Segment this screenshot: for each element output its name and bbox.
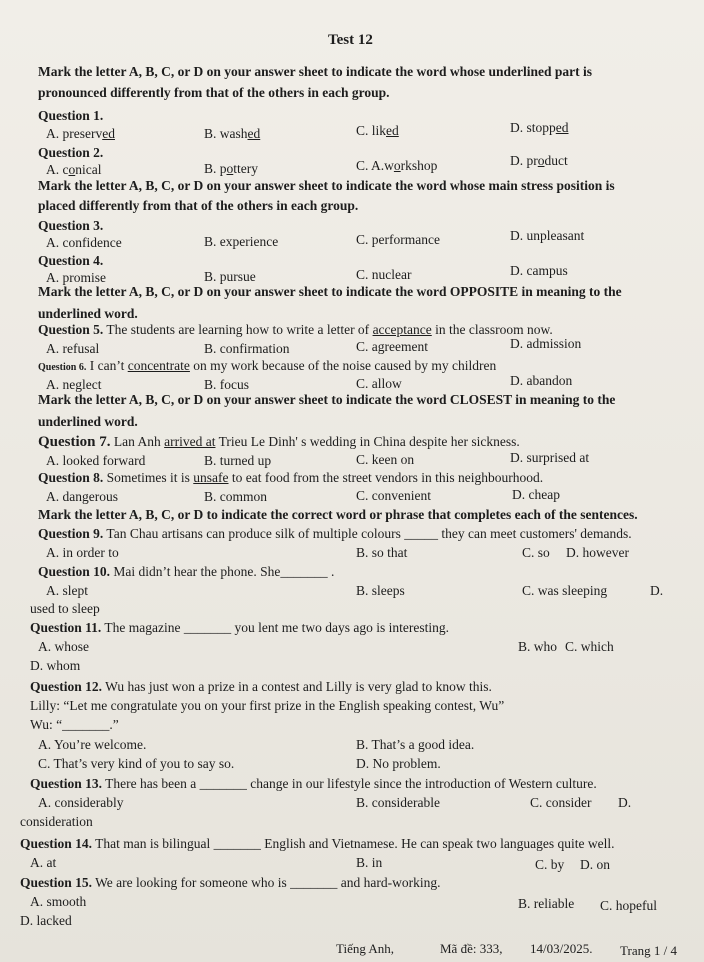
question-label: Question 1. [38,108,104,123]
question-label: Question 3. [38,218,104,233]
option-b: B. common [204,489,267,504]
option-c: C. liked [356,123,399,138]
question-12: Question 12. Wu has just won a prize in a contest and Lilly is very glad to know this. [30,679,492,694]
instruction-closest-cont: underlined word. [38,414,138,429]
option-d: D. No problem. [356,756,441,771]
dialogue-wu: Wu: “_______.” [30,717,119,732]
dialogue-lilly: Lilly: “Let me congratulate you on your first prize in the English speaking contest, Wu” [30,698,505,713]
footer-subject: Tiếng Anh, [336,941,395,956]
option-a: A. preserved [46,126,115,141]
option-d-continued: consideration [20,814,93,829]
option-c: C. so [522,545,550,560]
option-c: C. performance [356,232,440,247]
option-b: B. so that [356,545,408,560]
option-d: D. [650,583,664,598]
option-a: A. You’re welcome. [38,737,147,752]
option-a: A. promise [46,270,106,285]
option-d: D. admission [510,336,582,351]
option-a: A. confidence [46,235,122,250]
option-d: D. [618,795,632,810]
option-c: C. which [565,639,614,654]
option-b: B. reliable [518,896,575,911]
instruction-stress: Mark the letter A, B, C, or D on your answer sheet to indicate the word whose main stress position is [38,178,615,193]
option-c: C. hopeful [600,898,657,913]
option-d: D. surprised at [510,450,590,465]
option-a: A. dangerous [46,489,118,504]
option-d: D. however [566,545,629,560]
option-c: C. by [535,857,565,872]
option-a: A. looked forward [46,453,146,468]
option-d: D. lacked [20,913,72,928]
question-10: Question 10. Mai didn’t hear the phone. She_______ . [38,564,335,579]
option-b: B. That’s a good idea. [356,737,475,752]
option-c: C. keen on [356,452,415,467]
option-b: B. in [356,855,383,870]
question-5: Question 5. The students are learning how to write a letter of acceptance in the classroom now. [38,322,553,337]
instruction-pronunciation-cont: pronounced differently from that of the others in each group. [38,85,390,100]
option-a: A. smooth [30,894,87,909]
question-7: Question 7. Lan Anh arrived at Trieu Le Dinh' s wedding in China despite her sickness. [38,434,520,450]
footer-page-number: Trang 1 / 4 [620,943,677,958]
option-c: C. allow [356,376,402,391]
option-a: A. considerably [38,795,124,810]
page-title: Test 12 [328,32,373,48]
question-14: Question 14. That man is bilingual _______ English and Vietnamese. He can speak two languages quite well. [20,836,615,851]
instruction-stress-cont: placed differently from that of the others in each group. [38,198,359,213]
option-c: C. nuclear [356,267,412,282]
option-c: C. agreement [356,339,428,354]
option-a: A. neglect [46,377,102,392]
question-label: Question 2. [38,145,104,160]
instruction-opposite-cont: underlined word. [38,306,138,321]
question-11: Question 11. The magazine _______ you lent me two days ago is interesting. [30,620,449,635]
question-13: Question 13. There has been a _______ change in our lifestyle since the introduction of Western culture. [30,776,597,791]
option-a: A. whose [38,639,89,654]
option-a: A. refusal [46,341,100,356]
option-d: D. on [580,857,610,872]
option-d: D. stopped [510,120,569,135]
instruction-opposite: Mark the letter A, B, C, or D on your answer sheet to indicate the word OPPOSITE in meaning to the [38,284,622,299]
option-b: B. pottery [204,161,259,176]
question-9: Question 9. Tan Chau artisans can produce silk of multiple colours _____ they can meet customers' demands. [38,526,632,541]
instruction-closest: Mark the letter A, B, C, or D on your answer sheet to indicate the word CLOSEST in meaning to the [38,392,616,407]
option-c: C. convenient [356,488,431,503]
instruction-pronunciation: Mark the letter A, B, C, or D on your answer sheet to indicate the word whose underlined part is [38,64,592,79]
option-b: B. sleeps [356,583,405,598]
option-c: C. A.workshop [356,158,438,173]
option-d: D. whom [30,658,81,673]
instruction-grammar: Mark the letter A, B, C, or D to indicate the correct word or phrase that completes each of the sentences. [38,507,638,522]
option-b: B. who [518,639,558,654]
option-b: B. pursue [204,269,256,284]
question-label: Question 4. [38,253,104,268]
option-a: A. slept [46,583,88,598]
footer-exam-code: Mã đề: 333, [440,941,503,956]
option-d: D. unpleasant [510,228,585,243]
option-b: B. washed [204,126,261,141]
option-b: B. focus [204,377,249,392]
option-d: D. campus [510,263,568,278]
question-6: Question 6. I can’t concentrate on my work because of the noise caused by my children [38,358,497,373]
question-8: Question 8. Sometimes it is unsafe to eat food from the street vendors in this neighbourhood. [38,470,544,485]
option-a: A. conical [46,162,102,177]
option-c: C. was sleeping [522,583,608,598]
option-d: D. abandon [510,373,573,388]
option-a: A. in order to [46,545,119,560]
option-b: B. experience [204,234,279,249]
option-b: B. turned up [204,453,272,468]
option-d: D. product [510,153,568,168]
option-b: B. considerable [356,795,440,810]
option-d-continued: used to sleep [30,601,100,616]
footer-date: 14/03/2025. [530,941,593,956]
option-c: C. consider [530,795,592,810]
option-a: A. at [30,855,57,870]
option-d: D. cheap [512,487,560,502]
option-b: B. confirmation [204,341,290,356]
question-15: Question 15. We are looking for someone who is _______ and hard-working. [20,875,441,890]
option-c: C. That’s very kind of you to say so. [38,756,235,771]
